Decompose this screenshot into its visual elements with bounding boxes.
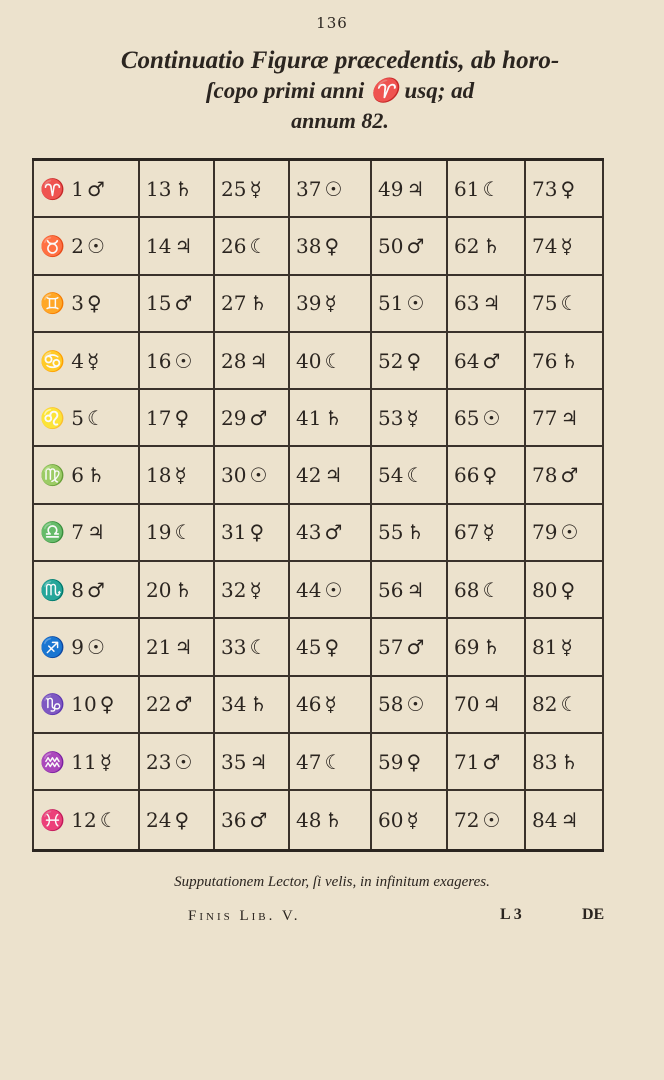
planet-symbol: ♂	[406, 233, 425, 258]
cell-number: 83	[532, 749, 558, 774]
planet-symbol: ♂	[249, 405, 268, 430]
planet-symbol: ♂	[560, 463, 579, 488]
table-cell	[446, 619, 524, 674]
planet-symbol: ☾	[99, 807, 118, 832]
table-cell	[138, 390, 213, 445]
planet-symbol: ☿	[249, 577, 262, 602]
table-cell	[32, 734, 138, 789]
planet-symbol: ☾	[482, 577, 501, 602]
table-cell	[288, 505, 370, 560]
table-cell	[370, 333, 446, 388]
table-cell	[32, 505, 138, 560]
planet-symbol: ♀	[406, 348, 422, 373]
planet-symbol: ☿	[560, 233, 573, 258]
cell-number: ♎ 7	[40, 520, 84, 545]
cell-number: 44	[296, 577, 322, 602]
cell-number: 47	[296, 749, 322, 774]
planet-symbol: ♂	[406, 635, 425, 660]
cell-number: 36	[221, 807, 247, 832]
cell-number: ♓ 12	[40, 807, 97, 832]
table-cell	[524, 619, 604, 674]
planet-symbol: ♃	[406, 176, 425, 201]
planet-symbol: ☿	[482, 520, 495, 545]
cell-number: 55	[378, 520, 404, 545]
planet-symbol: ♂	[174, 291, 193, 316]
planet-symbol: ♃	[86, 520, 105, 545]
finis-line: Finis Lib. V.	[188, 908, 301, 924]
cell-number: 62	[454, 233, 480, 258]
planet-symbol: ☾	[86, 405, 105, 430]
cell-number: 84	[532, 807, 558, 832]
planet-symbol: ♀	[174, 405, 190, 430]
planet-symbol: ♀	[560, 577, 576, 602]
planet-symbol: ♀	[324, 635, 340, 660]
table-cell	[370, 161, 446, 216]
cell-number: 56	[378, 577, 404, 602]
cell-number: 59	[378, 749, 404, 774]
table-cell	[213, 734, 288, 789]
planet-symbol: ☉	[86, 635, 105, 660]
table-cell	[524, 791, 604, 848]
catchword: DE	[582, 906, 605, 923]
planet-symbol: ♃	[560, 807, 579, 832]
cell-number: 15	[146, 291, 172, 316]
planet-symbol: ☿	[324, 291, 337, 316]
cell-number: 43	[296, 520, 322, 545]
planet-symbol: ♂	[482, 749, 501, 774]
planet-symbol: ☿	[86, 348, 100, 373]
table-cell	[446, 791, 524, 848]
cell-number: 70	[454, 692, 480, 717]
table-cell	[370, 218, 446, 273]
cell-number: 34	[221, 692, 247, 717]
cell-number: 14	[146, 233, 172, 258]
cell-number: 54	[378, 463, 404, 488]
planet-symbol: ☾	[560, 291, 579, 316]
planet-symbol: ♃	[406, 577, 425, 602]
table-cell	[446, 218, 524, 273]
table-row	[32, 447, 604, 504]
signature-mark: L 3	[500, 906, 522, 923]
cell-number: 80	[532, 577, 558, 602]
table-cell	[138, 791, 213, 848]
table-cell	[32, 677, 138, 732]
cell-number: 72	[454, 807, 480, 832]
planet-symbol: ♄	[560, 749, 579, 774]
table-cell	[524, 161, 604, 216]
cell-number: 32	[221, 577, 247, 602]
table-cell	[138, 161, 213, 216]
planet-symbol: ♂	[86, 176, 105, 201]
planet-symbol: ♃	[482, 692, 501, 717]
cell-number: 64	[454, 348, 480, 373]
planet-symbol: ☉	[324, 176, 343, 201]
planet-symbol: ♂	[249, 807, 268, 832]
cell-number: ♉ 2	[40, 233, 84, 258]
planet-symbol: ♀	[249, 520, 265, 545]
table-cell	[32, 333, 138, 388]
table-cell	[288, 390, 370, 445]
planet-symbol: ☾	[406, 463, 425, 488]
table-row	[32, 333, 604, 390]
table-row	[32, 562, 604, 619]
planet-symbol: ♃	[560, 405, 579, 430]
table-cell	[138, 447, 213, 502]
cell-number: 65	[454, 405, 480, 430]
cell-number: 63	[454, 291, 480, 316]
cell-number: 68	[454, 577, 480, 602]
cell-number: 22	[146, 692, 172, 717]
cell-number: 75	[532, 291, 558, 316]
cell-number: 38	[296, 233, 322, 258]
planet-symbol: ☿	[406, 405, 419, 430]
cell-number: 76	[532, 348, 558, 373]
table-row	[32, 218, 604, 275]
planet-symbol: ☾	[249, 635, 268, 660]
table-cell	[213, 161, 288, 216]
planet-symbol: ♀	[324, 233, 340, 258]
cell-number: 49	[378, 176, 404, 201]
planet-symbol: ♄	[324, 807, 343, 832]
planet-symbol: ♄	[560, 348, 579, 373]
cell-number: 21	[146, 635, 172, 660]
planet-symbol: ☉	[482, 405, 501, 430]
table-cell	[524, 218, 604, 273]
planet-symbol: ☿	[324, 692, 337, 717]
planet-symbol: ♃	[249, 749, 268, 774]
planet-symbol: ♄	[174, 577, 193, 602]
table-cell	[446, 161, 524, 216]
table-cell	[370, 619, 446, 674]
planet-symbol: ♀	[560, 176, 576, 201]
table-cell	[370, 791, 446, 848]
table-cell	[32, 218, 138, 273]
cell-number: ♌ 5	[40, 405, 84, 430]
cell-number: 57	[378, 635, 404, 660]
cell-number: 45	[296, 635, 322, 660]
planet-symbol: ♀	[406, 749, 422, 774]
planet-symbol: ♄	[406, 520, 425, 545]
planet-symbol: ♀	[174, 807, 190, 832]
planet-symbol: ♄	[86, 463, 105, 488]
cell-number: 19	[146, 520, 172, 545]
cell-number: 79	[532, 520, 558, 545]
table-row	[32, 505, 604, 562]
cell-number: 42	[296, 463, 322, 488]
planet-symbol: ☉	[249, 463, 268, 488]
planet-symbol: ☉	[406, 291, 425, 316]
cell-number: 13	[146, 176, 172, 201]
table-cell	[288, 619, 370, 674]
table-cell	[446, 390, 524, 445]
table-cell	[138, 276, 213, 331]
planet-symbol: ☿	[99, 749, 112, 774]
planet-symbol: ♃	[324, 463, 343, 488]
cell-number: 73	[532, 176, 558, 201]
planet-symbol: ♂	[324, 520, 343, 545]
table-cell	[446, 333, 524, 388]
table-cell	[370, 447, 446, 502]
cell-number: 40	[296, 348, 322, 373]
table-cell	[370, 734, 446, 789]
table-cell	[213, 447, 288, 502]
table-cell	[524, 276, 604, 331]
table-cell	[370, 562, 446, 617]
cell-number: 53	[378, 405, 404, 430]
table-cell	[288, 791, 370, 848]
planet-symbol: ☾	[249, 233, 268, 258]
cell-number: 37	[296, 176, 322, 201]
planet-symbol: ☿	[174, 463, 187, 488]
table-cell	[213, 333, 288, 388]
planet-symbol: ☿	[249, 176, 262, 201]
cell-number: 48	[296, 807, 322, 832]
planet-symbol: ♂	[86, 577, 105, 602]
planet-symbol: ♄	[249, 291, 268, 316]
table-row	[32, 677, 604, 734]
planet-symbol: ♄	[174, 176, 193, 201]
table-row	[32, 161, 604, 218]
cell-number: ♏ 8	[40, 577, 84, 602]
cell-number: 51	[378, 291, 404, 316]
planet-symbol: ☉	[406, 692, 425, 717]
table-cell	[446, 677, 524, 732]
title-line-1: Continuatio Figuræ præcedentis, ab horo-	[120, 47, 560, 74]
cell-number: 31	[221, 520, 247, 545]
table-cell	[213, 505, 288, 560]
cell-number: ♑ 10	[40, 692, 97, 717]
table-cell	[213, 390, 288, 445]
cell-number: 60	[378, 807, 404, 832]
table-row	[32, 390, 604, 447]
planet-symbol: ☉	[86, 233, 105, 258]
footer-note: Supputationem Lector, ſi velis, in infinitum exageres.	[174, 874, 490, 890]
table-cell	[213, 619, 288, 674]
cell-number: ♐ 9	[40, 635, 84, 660]
table-cell	[213, 677, 288, 732]
planet-symbol: ♄	[482, 635, 501, 660]
planetary-table	[32, 158, 604, 852]
cell-number: 67	[454, 520, 480, 545]
cell-number: 81	[532, 635, 558, 660]
table-row	[32, 734, 604, 791]
table-cell	[370, 677, 446, 732]
page-title	[60, 46, 620, 136]
planet-symbol: ☾	[324, 749, 343, 774]
cell-number: 66	[454, 463, 480, 488]
table-cell	[446, 734, 524, 789]
table-cell	[213, 218, 288, 273]
cell-number: 17	[146, 405, 172, 430]
cell-number: ♍ 6	[40, 463, 84, 488]
table-cell	[32, 390, 138, 445]
cell-number: 23	[146, 749, 172, 774]
table-cell	[524, 390, 604, 445]
cell-number: 82	[532, 692, 558, 717]
table-cell	[213, 562, 288, 617]
planet-symbol: ☉	[324, 577, 343, 602]
table-cell	[213, 276, 288, 331]
cell-number: 39	[296, 291, 322, 316]
title-line-2: ſcopo primi anni ♈ usq; ad	[205, 78, 475, 103]
planet-symbol: ♀	[86, 291, 102, 316]
planet-symbol: ♀	[99, 692, 115, 717]
cell-number: ♒ 11	[40, 749, 97, 774]
table-cell	[446, 447, 524, 502]
title-line-3: annum 82.	[291, 108, 389, 133]
cell-number: 58	[378, 692, 404, 717]
table-cell	[524, 734, 604, 789]
table-cell	[32, 562, 138, 617]
planet-symbol: ♂	[174, 692, 193, 717]
planet-symbol: ☾	[560, 692, 579, 717]
table-cell	[32, 161, 138, 216]
table-cell	[288, 276, 370, 331]
table-cell	[370, 505, 446, 560]
table-cell	[524, 447, 604, 502]
cell-number: 61	[454, 176, 480, 201]
cell-number: 28	[221, 348, 247, 373]
cell-number: ♋ 4	[40, 348, 84, 373]
cell-number: ♈ 1	[40, 176, 84, 201]
cell-number: 27	[221, 291, 247, 316]
page-number: 136	[316, 14, 348, 32]
table-cell	[288, 677, 370, 732]
planet-symbol: ♄	[482, 233, 501, 258]
cell-number: 26	[221, 233, 247, 258]
table-cell	[138, 562, 213, 617]
table-cell	[138, 734, 213, 789]
planet-symbol: ☉	[560, 520, 579, 545]
table-cell	[138, 218, 213, 273]
table-cell	[213, 791, 288, 848]
planet-symbol: ♄	[324, 405, 343, 430]
cell-number: 77	[532, 405, 558, 430]
table-cell	[288, 161, 370, 216]
planet-symbol: ☉	[482, 807, 501, 832]
planet-symbol: ☾	[482, 176, 501, 201]
cell-number: 35	[221, 749, 247, 774]
planet-symbol: ☿	[406, 807, 419, 832]
table-cell	[138, 333, 213, 388]
cell-number: 41	[296, 405, 322, 430]
table-row	[32, 619, 604, 676]
planet-symbol: ♃	[174, 635, 193, 660]
table-cell	[288, 218, 370, 273]
table-cell	[138, 677, 213, 732]
planet-symbol: ♃	[482, 291, 501, 316]
table-cell	[288, 333, 370, 388]
cell-number: 33	[221, 635, 247, 660]
cell-number: 69	[454, 635, 480, 660]
planet-symbol: ♄	[249, 692, 268, 717]
table-cell	[288, 734, 370, 789]
table-cell	[288, 562, 370, 617]
cell-number: 16	[146, 348, 172, 373]
table-row	[32, 276, 604, 333]
table-cell	[32, 447, 138, 502]
cell-number: 30	[221, 463, 247, 488]
table-cell	[32, 791, 138, 848]
table-cell	[138, 505, 213, 560]
cell-number: 24	[146, 807, 172, 832]
cell-number: 29	[221, 405, 247, 430]
cell-number: ♊ 3	[40, 291, 84, 316]
table-cell	[524, 333, 604, 388]
planet-symbol: ☾	[324, 348, 343, 373]
table-cell	[32, 276, 138, 331]
table-cell	[370, 276, 446, 331]
cell-number: 20	[146, 577, 172, 602]
planet-symbol: ♃	[174, 233, 193, 258]
planet-symbol: ♃	[249, 348, 268, 373]
cell-number: 18	[146, 463, 172, 488]
cell-number: 71	[454, 749, 480, 774]
cell-number: 52	[378, 348, 404, 373]
cell-number: 74	[532, 233, 558, 258]
planet-symbol: ☉	[174, 348, 193, 373]
table-cell	[524, 505, 604, 560]
cell-number: 25	[221, 176, 247, 201]
table-cell	[138, 619, 213, 674]
planet-symbol: ☿	[560, 635, 573, 660]
table-row	[32, 791, 604, 848]
planet-symbol: ♀	[482, 463, 498, 488]
cell-number: 46	[296, 692, 322, 717]
table-cell	[524, 562, 604, 617]
table-cell	[524, 677, 604, 732]
table-cell	[288, 447, 370, 502]
planet-symbol: ♂	[482, 348, 501, 373]
table-cell	[446, 505, 524, 560]
table-cell	[370, 390, 446, 445]
table-cell	[446, 562, 524, 617]
cell-number: 50	[378, 233, 404, 258]
cell-number: 78	[532, 463, 558, 488]
table-cell	[32, 619, 138, 674]
table-cell	[446, 276, 524, 331]
planet-symbol: ☾	[174, 520, 193, 545]
planet-symbol: ☉	[174, 749, 193, 774]
